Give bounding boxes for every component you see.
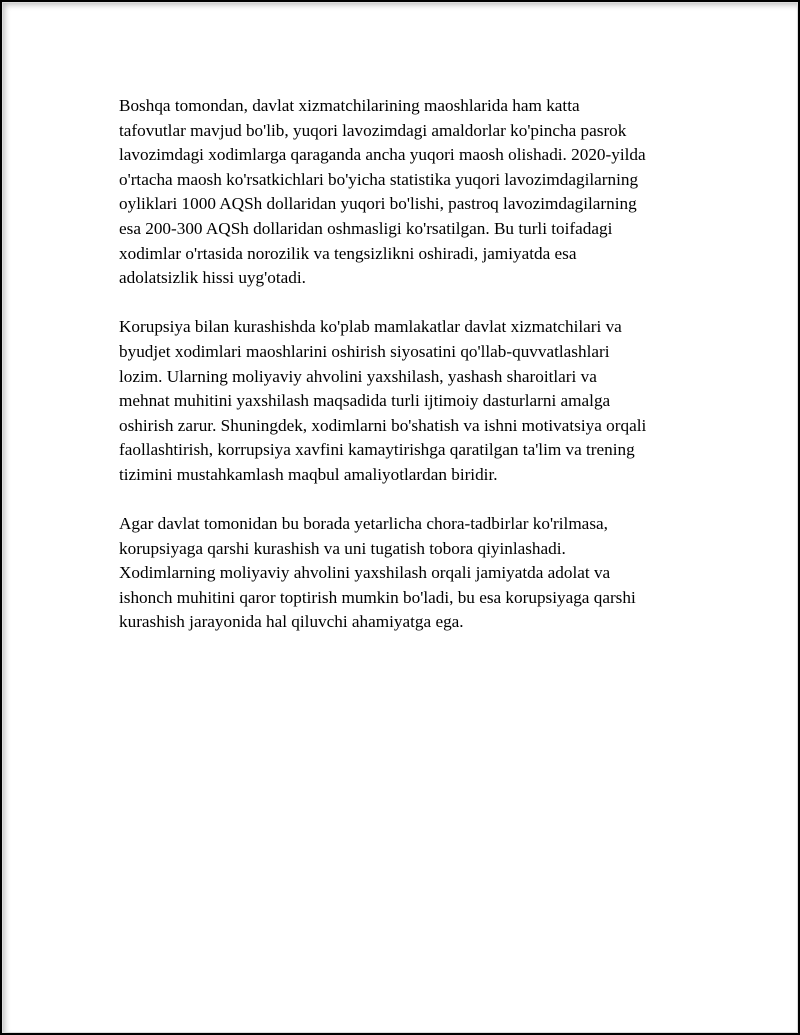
text-line: oshirish zarur. Shuningdek, xodimlarni bo'shatish va ishni motivatsiya orqali bbox=[119, 415, 647, 435]
text-line: kurashish jarayonida hal qiluvchi ahamiyatga ega. bbox=[119, 612, 464, 632]
text-line: tizimini mustahkamlash maqbul amaliyotlardan biridir. bbox=[119, 464, 498, 484]
text-line: tafovutlar mavjud bo'lib, yuqori lavozimdagi amaldorlar ko'pincha pasrok bbox=[119, 120, 627, 140]
text-line: adolatsizlik hissi uyg'otadi. bbox=[119, 268, 306, 288]
text-line: ishonch muhitini qaror toptirish mumkin bo'ladi, bu esa korupsiyaga qarshi bbox=[119, 587, 636, 607]
text-line: xodimlar o'rtasida norozilik va tengsizlikni oshiradi, jamiyatda esa bbox=[119, 243, 577, 263]
text-line: faollashtirish, korrupsiya xavfini kamaytirishga qaratilgan ta'lim va trening bbox=[119, 440, 635, 460]
text-line: korupsiyaga qarshi kurashish va uni tugatish tobora qiyinlashadi. bbox=[119, 538, 566, 558]
paragraph-2 bbox=[119, 315, 679, 487]
text-line: esa 200-300 AQSh dollaridan oshmasligi ko'rsatilgan. Bu turli toifadagi bbox=[119, 218, 613, 238]
text-line: lozim. Ularning moliyaviy ahvolini yaxshilash, yashash sharoitlari va bbox=[119, 366, 597, 386]
paragraph-1 bbox=[119, 94, 679, 291]
text-line: lavozimdagi xodimlarga qaraganda ancha yuqori maosh olishadi. 2020-yilda bbox=[119, 145, 646, 165]
text-line: mehnat muhitini yaxshilash maqsadida turli ijtimoiy dasturlarni amalga bbox=[119, 391, 611, 411]
text-line: o'rtacha maosh ko'rsatkichlari bo'yicha statistika yuqori lavozimdagilarning bbox=[119, 169, 639, 189]
document-body bbox=[119, 94, 679, 660]
text-line: Boshqa tomondan, davlat xizmatchilarining maoshlarida ham katta bbox=[119, 96, 580, 115]
text-line: oyliklari 1000 AQSh dollaridan yuqori bo'lishi, pastroq lavozimdagilarning bbox=[119, 194, 637, 214]
text-line: Xodimlarning moliyaviy ahvolini yaxshilash orqali jamiyatda adolat va bbox=[119, 563, 611, 583]
text-line: byudjet xodimlari maoshlarini oshirish siyosatini qo'llab-quvvatlashlari bbox=[119, 341, 610, 361]
text-line: Agar davlat tomonidan bu borada yetarlicha chora-tadbirlar ko'rilmasa, bbox=[119, 514, 608, 534]
paragraph-3 bbox=[119, 512, 679, 635]
text-line: Korupsiya bilan kurashishda ko'plab mamlakatlar davlat xizmatchilari va bbox=[119, 317, 622, 337]
